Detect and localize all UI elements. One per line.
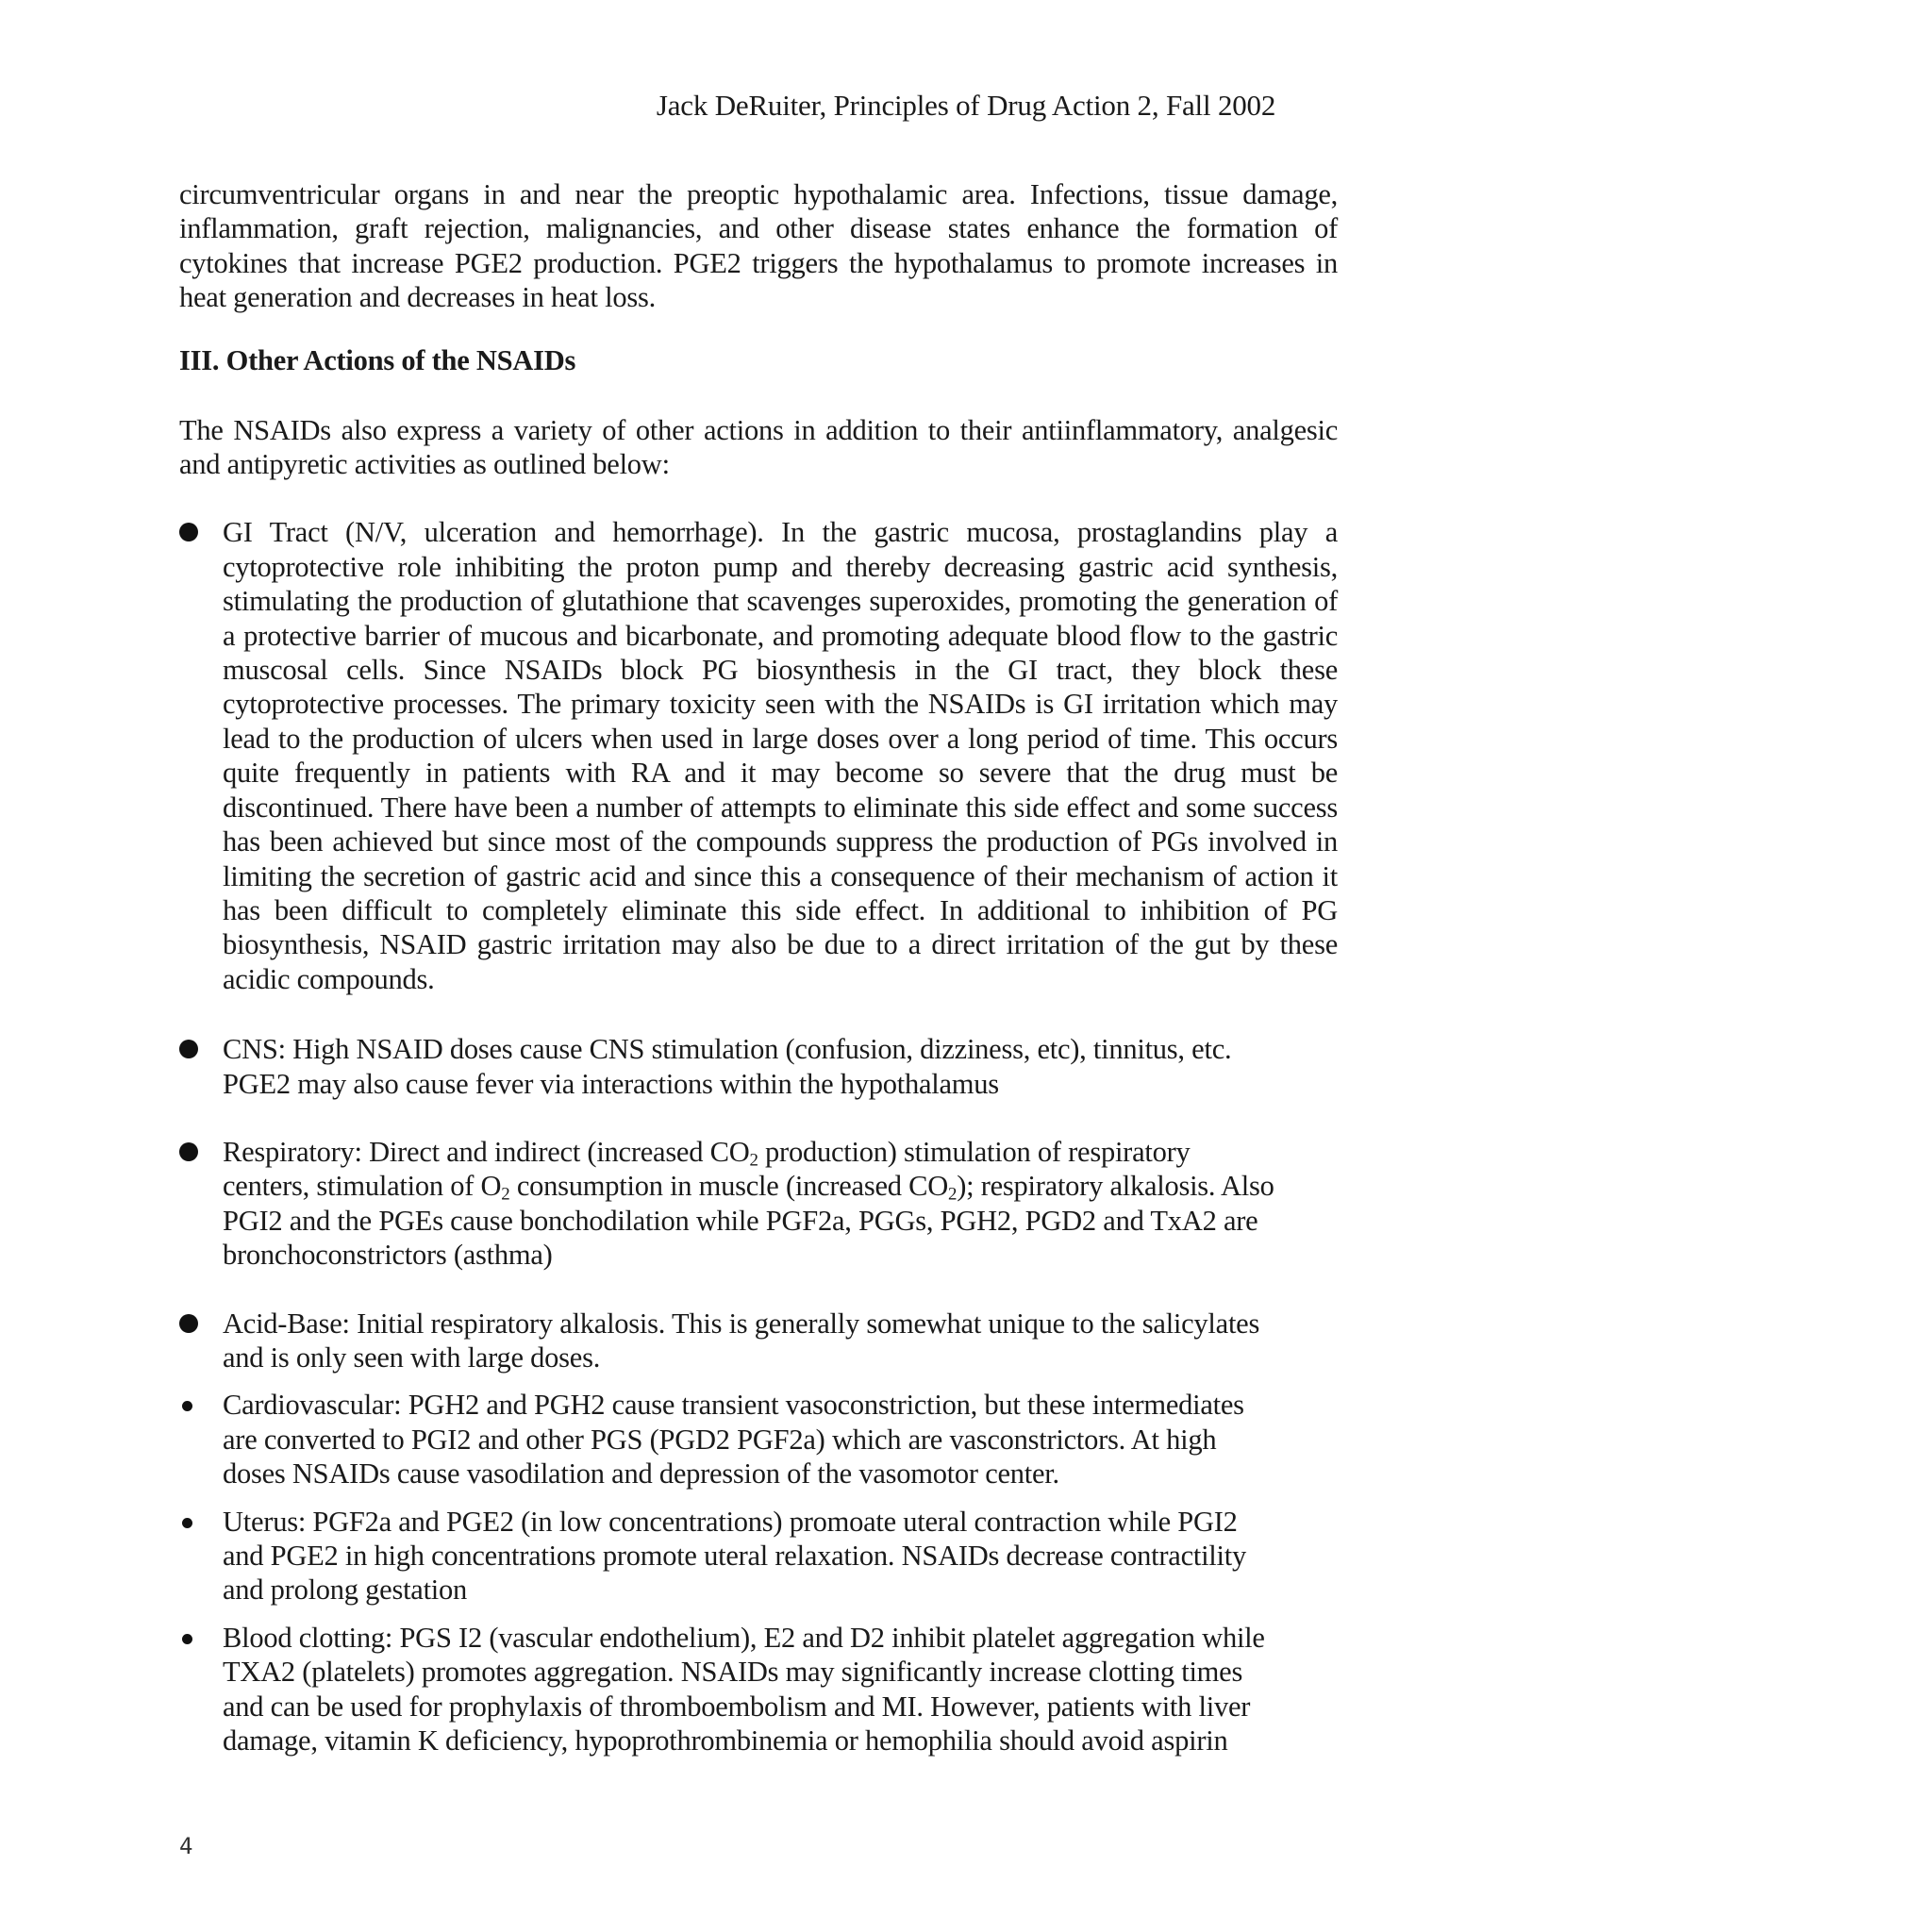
uterus-text: [223, 1505, 1338, 1607]
list-item-cns: [179, 1032, 1338, 1101]
resp-sub-2: 2: [501, 1185, 510, 1206]
uterus-line-3: and prolong gestation: [223, 1574, 468, 1607]
section-intro: The NSAIDs also express a variety of other actions in addition to their antiinflammatory, analgesic and antipyretic activities as outlined below:: [179, 413, 1338, 481]
section-heading: III. Other Actions of the NSAIDs: [179, 343, 576, 376]
cardio-line-3: doses NSAIDs cause vasodilation and depression of the vasomotor center.: [223, 1457, 1059, 1491]
blood-line-4: damage, vitamin K deficiency, hypoprothrombinemia or hemophilia should avoid aspirin: [223, 1724, 1228, 1757]
acid-base-line-1: Acid-Base: Initial respiratory alkalosis. This is generally somewhat unique to the salicylates: [223, 1307, 1260, 1340]
blood-line-3: and can be used for prophylaxis of thromboembolism and MI. However, patients with liver: [223, 1690, 1251, 1723]
uterus-line-2: and PGE2 in high concentrations promote uteral relaxation. NSAIDs decrease contractility: [223, 1540, 1246, 1572]
list-item-cardiovascular: [179, 1388, 1338, 1491]
bullet-icon: [182, 1518, 192, 1528]
gi-tract-text: GI Tract (N/V, ulceration and hemorrhage). In the gastric mucosa, prostaglandins play a cytoprotective role inhibiting the proton pump and thereby decreasing gastric acid synthesis, stimulating the production of glutathione that scavenges superoxides, promoting the generation of a protective barrier of mucous and bicarbonate, and promoting adequate blood flow to the gastric muscosal cells. Since NSAIDs block PG biosynthesis in the GI tract, they block these cytoprotective processes. The primary toxicity seen with the NSAIDs is GI irritation which may lead to the production of ulcers when used in large doses over a long period of time. This occurs quite frequently in patients with RA and it may become so severe that the drug must be discontinued. There have been a number of attempts to eliminate this side effect and some success has been achieved but since most of the compounds suppress the production of PGs involved in limiting the secretion of gastric acid and since this a consequence of their mechanism of action it has been difficult to completely eliminate this side effect. In additional to inhibition of PG biosynthesis, NSAID gastric irritation may also be due to a direct irritation of the gut by these acidic compounds.: [223, 516, 1338, 995]
list-item-uterus: [179, 1505, 1338, 1607]
bullet-icon: [182, 1401, 192, 1411]
acid-base-line-2: and is only seen with large doses.: [223, 1341, 601, 1374]
cardio-line-2: are converted to PGI2 and other PGS (PGD2 PGF2a) which are vasconstrictors. At high: [223, 1423, 1217, 1456]
resp-part-3: centers, stimulation of O: [223, 1170, 502, 1203]
bullet-icon: [179, 1314, 198, 1333]
blood-clotting-text: [223, 1621, 1338, 1758]
opening-paragraph: circumventricular organs in and near the preoptic hypothalamic area. Infections, tissue damage, inflammation, graft rejection, malignancies, and other disease states enhance the formation of cytokines that increase PGE2 production. PGE2 triggers the hypothalamus to promote increases in heat generation and decreases in heat loss.: [179, 178, 1338, 314]
cns-text: [223, 1032, 1338, 1101]
resp-line-3: PGI2 and the PGEs cause bonchodilation while PGF2a, PGGs, PGH2, PGD2 and TxA2 are: [223, 1204, 1258, 1237]
uterus-line-1: Uterus: PGF2a and PGE2 (in low concentrations) promoate uteral contraction while PGI2: [223, 1505, 1238, 1538]
resp-part-4: consumption in muscle (increased CO: [509, 1170, 948, 1203]
list-item-acid-base: [179, 1307, 1338, 1375]
cns-line-2: PGE2 may also cause fever via interactions within the hypothalamus: [223, 1067, 999, 1100]
bullet-icon: [179, 523, 198, 541]
resp-part-1: Respiratory: Direct and indirect (increased CO: [223, 1135, 750, 1168]
list-item-gi-tract: [179, 515, 1338, 996]
blood-line-2: TXA2 (platelets) promotes aggregation. NSAIDs may significantly increase clotting times: [223, 1656, 1243, 1689]
resp-part-2: production) stimulation of respiratory: [758, 1135, 1191, 1168]
bullet-icon: [179, 1142, 198, 1161]
respiratory-text: [223, 1135, 1338, 1273]
acid-base-text: [223, 1307, 1338, 1375]
running-header: Jack DeRuiter, Principles of Drug Action 2, Fall 2002: [656, 89, 1276, 122]
page-body: [179, 177, 1338, 1757]
bullet-icon: [179, 1040, 198, 1058]
list-item-blood-clotting: [179, 1621, 1338, 1758]
resp-sub-3: 2: [948, 1185, 958, 1206]
resp-sub-1: 2: [749, 1150, 758, 1171]
list-item-respiratory: [179, 1135, 1338, 1273]
cardiovascular-text: [223, 1388, 1338, 1491]
blood-line-1: Blood clotting: PGS I2 (vascular endothelium), E2 and D2 inhibit platelet aggregation while: [223, 1621, 1265, 1654]
resp-line-4: bronchoconstrictors (asthma): [223, 1239, 553, 1272]
bullet-icon: [182, 1634, 192, 1644]
cardio-line-1: Cardiovascular: PGH2 and PGH2 cause transient vasoconstriction, but these intermediates: [223, 1389, 1244, 1422]
actions-list: [179, 515, 1338, 1757]
page-number: 4: [179, 1833, 193, 1859]
cns-line-1: CNS: High NSAID doses cause CNS stimulation (confusion, dizziness, etc), tinnitus, etc.: [223, 1033, 1232, 1066]
resp-part-5: ); respiratory alkalosis. Also: [957, 1170, 1274, 1203]
